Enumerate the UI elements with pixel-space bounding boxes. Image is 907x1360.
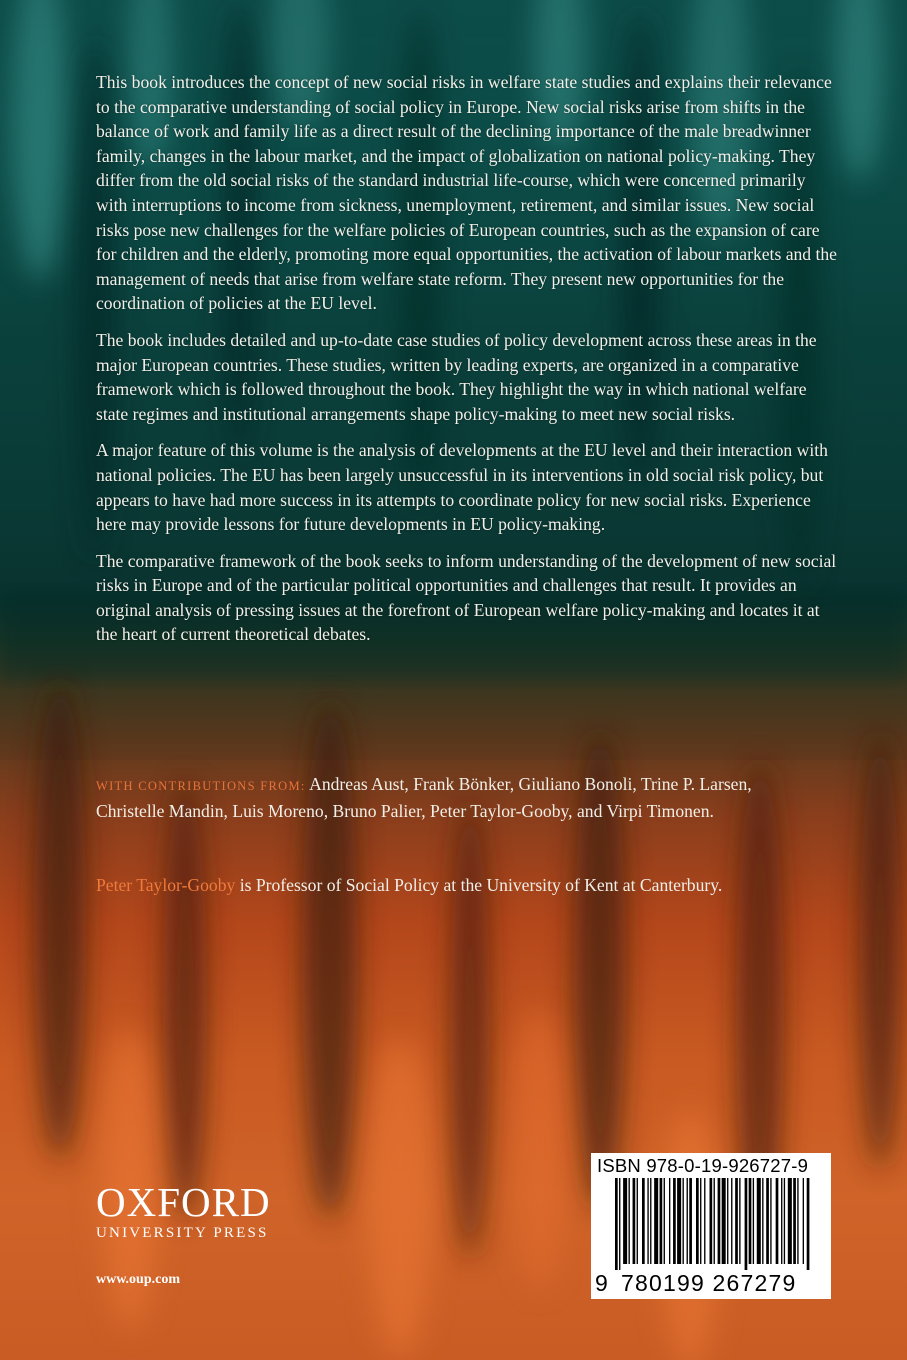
barcode-bar [731,1178,732,1264]
barcode-bar [797,1178,798,1264]
barcode-bar [735,1178,738,1264]
barcode-bar [647,1178,648,1264]
barcode-bar [753,1178,754,1264]
barcode-bar [660,1178,663,1264]
barcode-bar [650,1178,651,1264]
barcode-bar [629,1178,630,1264]
author-description: is Professor of Social Policy at the University of Kent at Canterbury. [235,875,723,895]
barcode-bar [704,1178,705,1264]
barcode-bar [718,1178,721,1264]
blurb-paragraph-3: A major feature of this volume is the analysis of developments at the EU level and their interaction with national policies. The EU has been largely unsuccessful in its interventions in old social risk policy, but appears to have had more success in its attempts to coordinate policy for new social risks. Experience here may provide lessons for future developments in EU policy-making. [96,440,828,535]
blurb-paragraph-4: The comparative framework of the book seeks to inform understanding of the development of new social risks in Europe and of the particular political opportunities and challenges that result. It provides an original analysis of pressing issues at the forefront of European welfare policy-making and locates it at the heart of current theoretical debates. [96,550,837,645]
blurb-paragraph-1: This book introduces the concept of new social risks in welfare state studies and explains their relevance to the comparative understanding of social policy in Europe. New social risks arise from shifts in the balance of work and family life as a direct result of the declining importance of the male breadwinner family, changes in the labour market, and the impact of globalization on national policy-making. They differ from the old social risks of the standard industrial life-course, which were concerned primarily with interruptions to income from sickness, unemployment, retirement, and similar issues. New social risks pose new challenges for the welfare policies of European countries, such as the expansion of care for children and the elderly, promoting more equal opportunities, the activation of labour markets and the management of needs that arise from welfare state reform. They present new opportunities for the coordination of policies at the EU level. [96,72,837,314]
barcode-bar [784,1178,785,1264]
barcode-bar [696,1178,699,1264]
barcode-bar [677,1178,681,1264]
barcode-bar [727,1178,728,1264]
barcode-bar [615,1178,618,1270]
contributors-names: Andreas Aust, Frank Bönker, Giuliano Bonoli, Trine P. Larsen, Christelle Mandin, Luis Moreno, Bruno Palier, Peter Taylor-Gooby, and Virpi Timonen. [96,774,752,821]
publisher-website: www.oup.com [96,1272,181,1287]
barcode-bar [793,1178,796,1264]
barcode-bar [664,1178,665,1264]
author-name: Peter Taylor-Gooby [96,875,236,895]
barcode-first-digit: 9 [595,1270,608,1296]
barcode-bar [714,1178,715,1264]
barcode-bar [749,1178,752,1264]
publisher-name: OXFORD [96,1179,271,1225]
barcode-bar [776,1178,779,1264]
barcode-bar [762,1178,763,1264]
barcode-bar [803,1178,804,1264]
isbn-barcode [591,1153,831,1299]
barcode-bar [722,1178,726,1264]
barcode-bar [745,1178,748,1270]
blurb-paragraph-2: The book includes detailed and up-to-date case studies of policy development across these areas in the major European countries. These studies, written by leading experts, are organized in a comparative framework which is followed throughout the book. They highlight the way in which national welfare state regimes and institutional arrangements shape policy-making to meet new social risks. [96,329,817,424]
barcode-bar [687,1178,688,1264]
barcode-bar [642,1178,645,1264]
barcode-bar [788,1178,792,1264]
barcode-digits: 780199 267279 [621,1270,797,1296]
barcode-bar [781,1178,782,1264]
barcode-bar [637,1178,638,1264]
barcode-bar [770,1178,771,1264]
barcode-bar [710,1178,713,1264]
barcode-bar [689,1178,692,1264]
barcode-bar [633,1178,636,1264]
barcode-bars [615,1178,810,1270]
barcode-bar [623,1178,627,1264]
barcode-bar [700,1178,701,1264]
barcode-bar [739,1178,740,1264]
publisher-logo [96,1181,271,1242]
isbn-label: ISBN 978-0-19-926727-9 [597,1155,809,1176]
barcode-bar [757,1178,761,1264]
barcode-bar [807,1178,810,1270]
barcode-bar [654,1178,658,1264]
contributors-label: WITH CONTRIBUTIONS FROM: [96,779,306,793]
publisher-subtitle: UNIVERSITY PRESS [96,1225,269,1241]
author-bio [96,873,856,898]
barcode-bar [619,1178,620,1270]
barcode-bar [669,1178,670,1264]
blurb [96,70,840,659]
contributors [96,772,816,824]
barcode-bar [673,1178,676,1264]
barcode-bar [766,1178,769,1264]
barcode-bar [683,1178,684,1264]
